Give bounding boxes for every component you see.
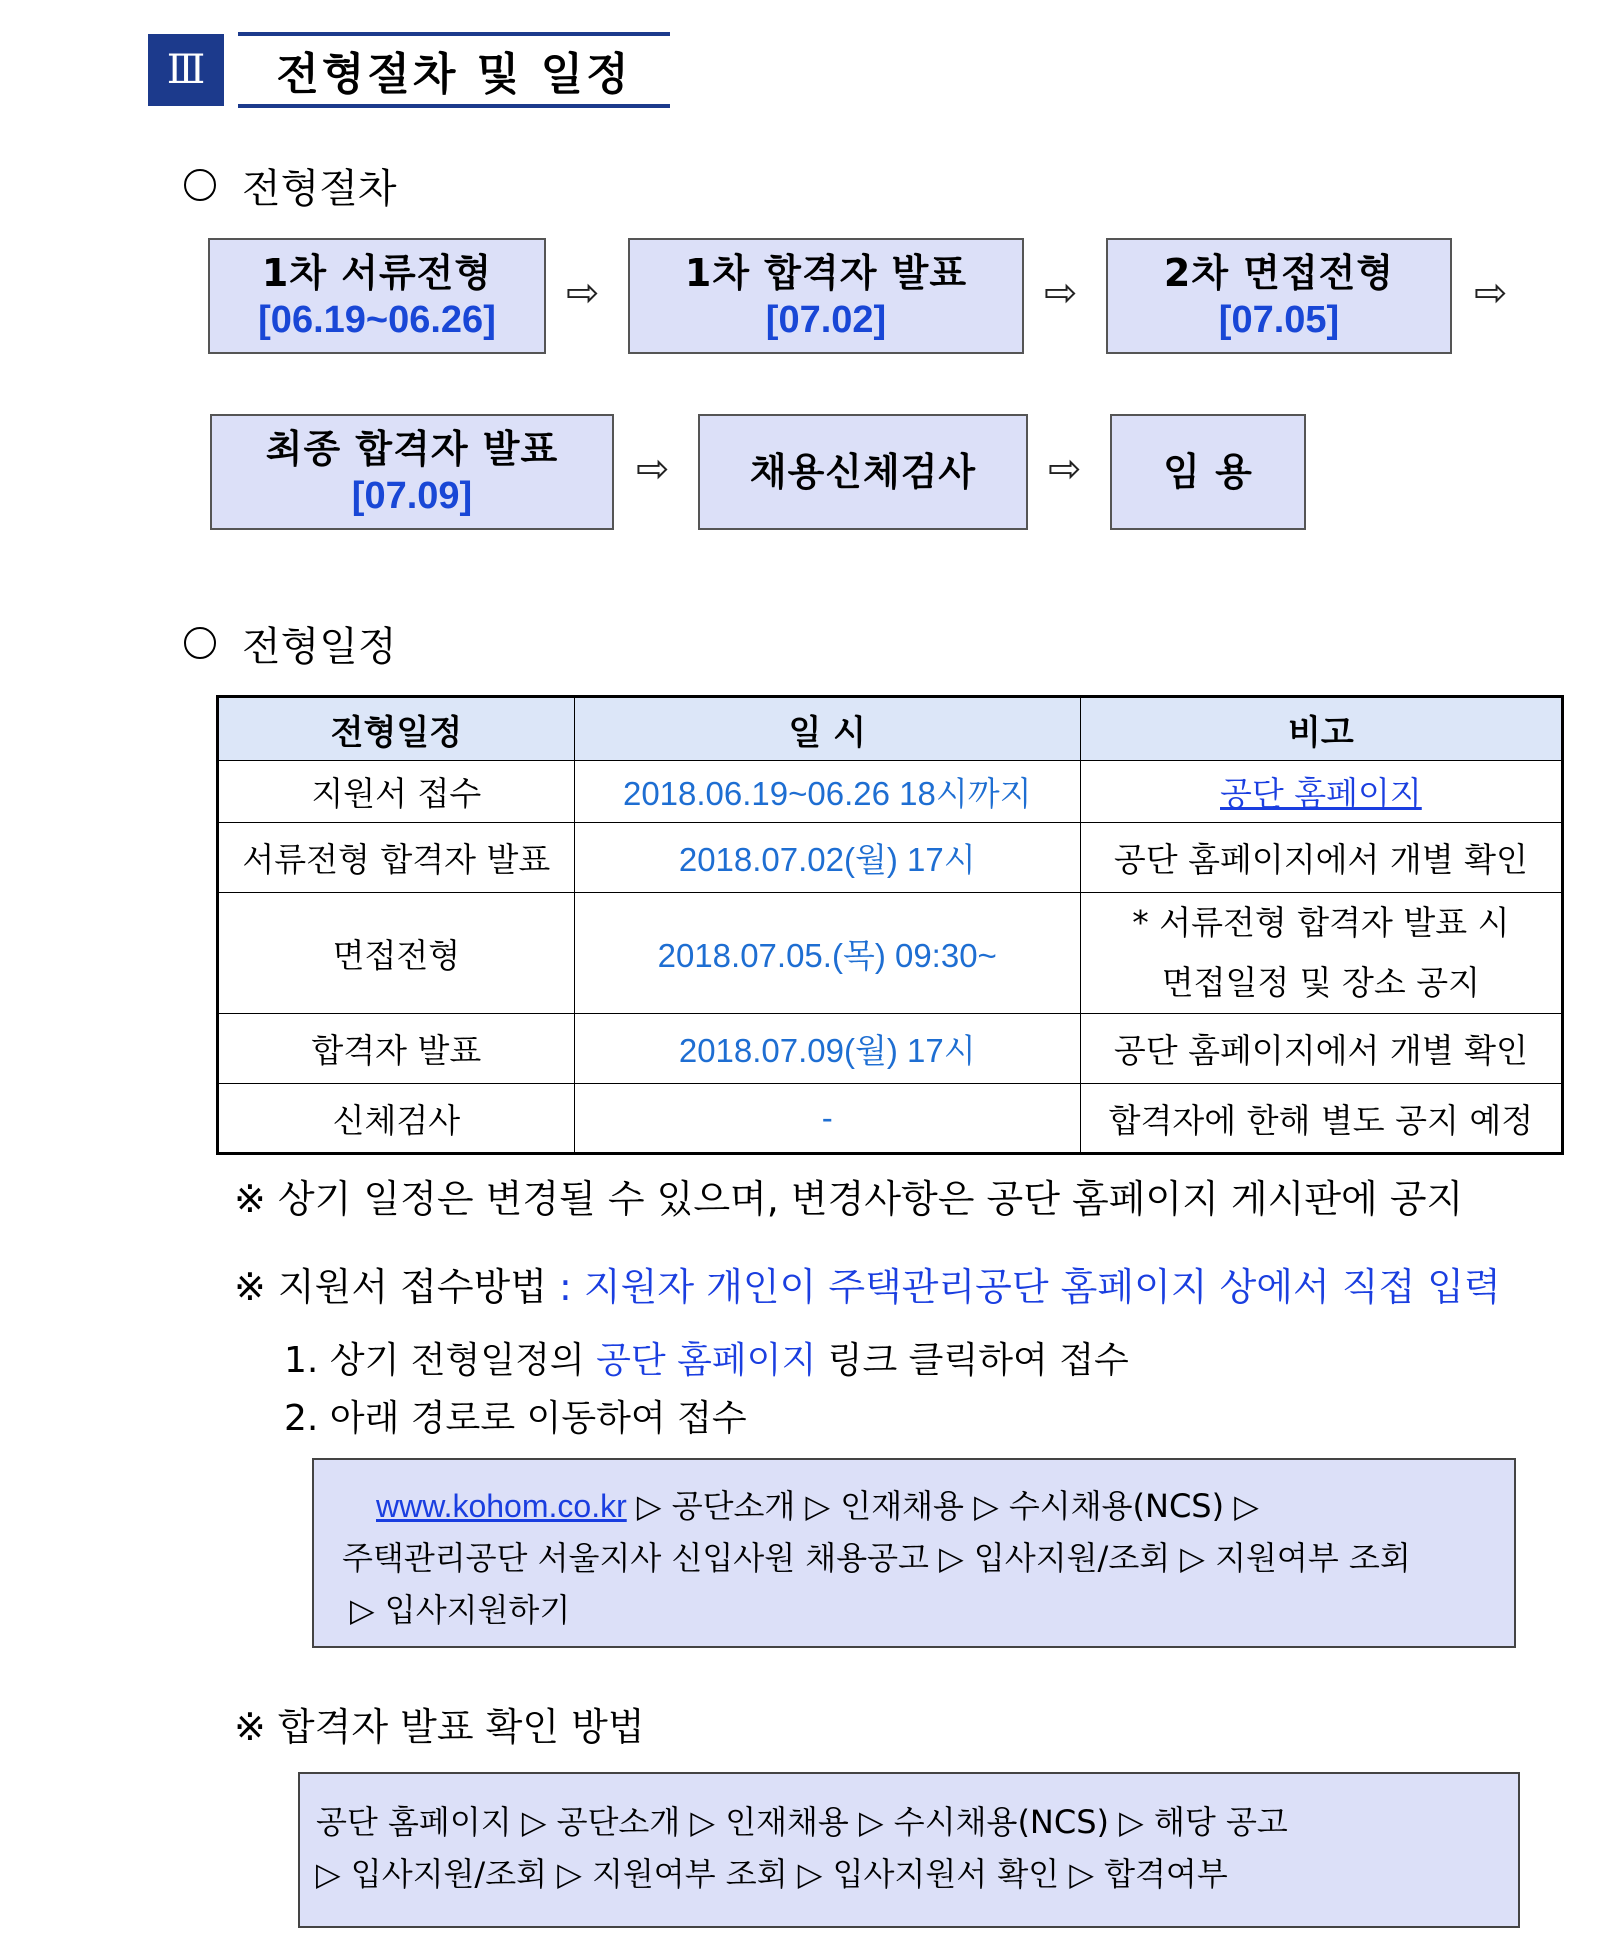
step-box-appointment [1110,414,1306,530]
step-title: 2차 면접전형 [1163,251,1395,295]
remark-cell [1080,761,1562,823]
next-arrow-icon: ⇨ [1044,270,1078,316]
circle-bullet-icon [184,627,216,659]
table-header-row [218,697,1563,761]
stage-cell: 면접전형 [218,893,575,1014]
apply-method-note [234,1256,1501,1311]
column-header: 비고 [1080,697,1562,761]
step-title: 채용신체검사 [749,450,977,494]
remark-line: * 서류전형 합격자 발표 시 [1132,903,1510,942]
step-box-health-check [698,414,1028,530]
step-box-first-announcement [628,238,1024,354]
apply-step-1-text-end: 링크 클릭하여 접수 [816,1340,1129,1381]
result-path-line-2: ▷ 입사지원/조회 ▷ 지원여부 조회 ▷ 입사지원서 확인 ▷ 합격여부 [316,1855,1228,1893]
apply-method-text: : 지원자 개인이 주택관리공단 홈페이지 상에서 직접 입력 [546,1265,1501,1309]
schedule-heading-text: 전형일정 [242,623,397,670]
table-row [218,1084,1563,1154]
stage-cell: 합격자 발표 [218,1014,575,1084]
datetime-cell: 2018.07.09(월) 17시 [574,1014,1080,1084]
result-path-line-1: 공단 홈페이지 ▷ 공단소개 ▷ 인재채용 ▷ 수시채용(NCS) ▷ 해당 공고 [316,1803,1288,1841]
step-date: [07.05] [1218,299,1340,341]
next-arrow-icon: ⇨ [1048,446,1082,492]
stage-cell: 신체검사 [218,1084,575,1154]
homepage-link[interactable]: 공단 홈페이지 [1220,774,1422,813]
apply-step-1-text: 1. 상기 전형일정의 [284,1340,597,1381]
apply-path-line-2: 주택관리공단 서울지사 신입사원 채용공고 ▷ 입사지원/조회 ▷ 지원여부 조회 [342,1539,1411,1577]
section-title-rule-bottom [238,104,670,108]
remark-cell: 합격자에 한해 별도 공지 예정 [1080,1084,1562,1154]
schedule-heading [184,618,397,668]
step-date: [07.09] [351,475,473,517]
step-box-document-screening [208,238,546,354]
homepage-link-text[interactable]: 공단 홈페이지 [596,1340,817,1381]
remark-line: 면접일정 및 장소 공지 [1161,963,1481,1002]
table-row [218,761,1563,823]
circle-bullet-icon [184,169,216,201]
procedure-heading-text: 전형절차 [242,165,397,212]
column-header: 전형일정 [218,697,575,761]
apply-path-line-3: ▷ 입사지원하기 [350,1591,571,1629]
step-title: 최종 합격자 발표 [265,427,559,471]
apply-path-box [312,1458,1516,1648]
table-row [218,893,1563,1014]
table-row [218,1014,1563,1084]
column-header: 일 시 [574,697,1080,761]
step-box-interview [1106,238,1452,354]
next-arrow-icon: ⇨ [566,270,600,316]
datetime-cell: 2018.06.19~06.26 18시까지 [574,761,1080,823]
apply-path-line-1 [342,1480,1486,1532]
result-path-box [298,1772,1520,1928]
remark-cell: 공단 홈페이지에서 개별 확인 [1080,823,1562,893]
apply-method-label: ※ 지원서 접수방법 [234,1265,547,1309]
stage-cell: 서류전형 합격자 발표 [218,823,575,893]
step-title: 1차 서류전형 [261,251,493,295]
schedule-change-note: ※ 상기 일정은 변경될 수 있으며, 변경사항은 공단 홈페이지 게시판에 공지 [234,1177,1464,1221]
next-arrow-icon: ⇨ [1474,270,1508,316]
datetime-cell: 2018.07.02(월) 17시 [574,823,1080,893]
step-box-final-announcement [210,414,614,530]
step-date: [07.02] [765,299,887,341]
stage-cell: 지원서 접수 [218,761,575,823]
remark-cell: 공단 홈페이지에서 개별 확인 [1080,1014,1562,1084]
remark-cell [1080,893,1562,1014]
apply-path-line-1-rest: ▷ 공단소개 ▷ 인재채용 ▷ 수시채용(NCS) ▷ [626,1487,1259,1525]
step-date: [06.19~06.26] [258,299,496,341]
section-number: Ⅲ [148,34,224,106]
procedure-heading [184,160,397,210]
next-arrow-icon: ⇨ [636,446,670,492]
step-title: 임 용 [1163,450,1253,494]
step-title: 1차 합격자 발표 [684,251,968,295]
result-check-heading: ※ 합격자 발표 확인 방법 [234,1705,645,1749]
homepage-url-link[interactable]: www.kohom.co.kr [376,1488,627,1524]
section-title: 전형절차 및 일정 [276,49,632,100]
datetime-cell: 2018.07.05.(목) 09:30~ [574,893,1080,1014]
table-row [218,823,1563,893]
apply-step-2: 2. 아래 경로로 이동하여 접수 [284,1398,747,1439]
schedule-table [216,695,1564,1155]
apply-step-1 [284,1332,1129,1383]
datetime-cell: - [574,1084,1080,1154]
